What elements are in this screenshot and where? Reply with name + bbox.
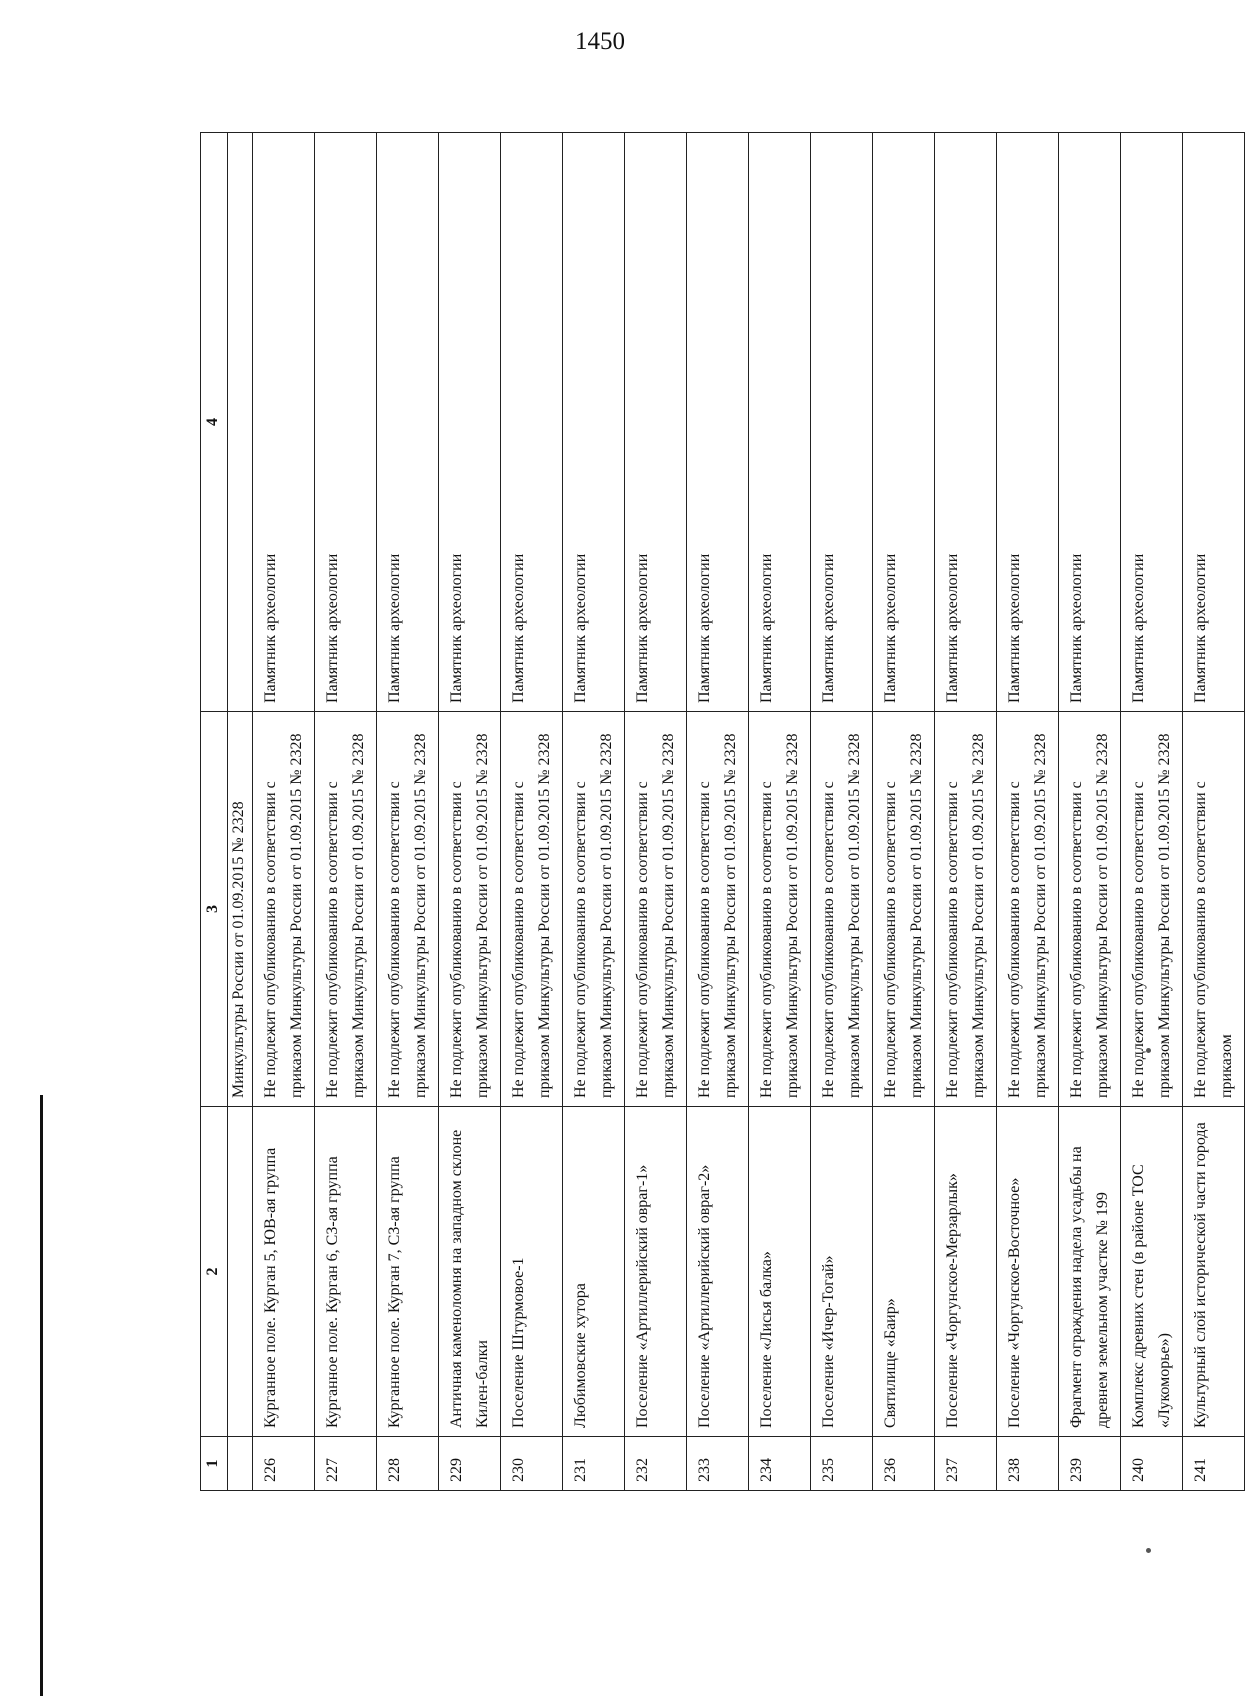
cell-monument-name: Святилище «Баир» xyxy=(873,1107,935,1437)
cell-monument-name: Любимовские хутора xyxy=(563,1107,625,1437)
cell-category: Памятник археологии xyxy=(563,133,625,712)
column-number-header-row xyxy=(201,133,228,1491)
cell-number: 237 xyxy=(935,1437,997,1491)
cell-number: 230 xyxy=(501,1437,563,1491)
cell-publication-note: Не подлежит опубликованию в соответствии с приказом Минкультуры России от 01.09.2015 № 2328 xyxy=(1059,712,1121,1107)
table-row xyxy=(253,133,315,1491)
cell-publication-note: Не подлежит опубликованию в соответствии с приказом Минкультуры России от 01.09.2015 № 2328 xyxy=(253,712,315,1107)
margin-rule xyxy=(40,1095,43,1696)
cell-monument-name: Поселение «Чоргунское-Восточное» xyxy=(997,1107,1059,1437)
cell-number: 233 xyxy=(687,1437,749,1491)
cell-publication-note: Не подлежит опубликованию в соответствии с приказом Минкультуры России от 01.09.2015 № 2328 xyxy=(997,712,1059,1107)
cell-publication-note: Не подлежит опубликованию в соответствии с приказом xyxy=(1183,712,1245,1107)
cell-publication-note: Не подлежит опубликованию в соответствии с приказом Минкультуры России от 01.09.2015 № 2328 xyxy=(873,712,935,1107)
cell-monument-name: Античная каменоломня на западном склоне Килен-балки xyxy=(439,1107,501,1437)
cell-monument-name: Поселение «Чоргунское-Мерзарлык» xyxy=(935,1107,997,1437)
table-row xyxy=(377,133,439,1491)
cell-category: Памятник археологии xyxy=(811,133,873,712)
cell-category: Памятник археологии xyxy=(1059,133,1121,712)
cell-number: 240 xyxy=(1121,1437,1183,1491)
cell-number: 235 xyxy=(811,1437,873,1491)
scan-speck xyxy=(1146,1548,1151,1553)
cell-category: Памятник археологии xyxy=(873,133,935,712)
cell-monument-name: Поселение «Ичер-Тогай» xyxy=(811,1107,873,1437)
cell-monument-name: Поселение Штурмовое-1 xyxy=(501,1107,563,1437)
table-row xyxy=(687,133,749,1491)
cell-publication-note: Не подлежит опубликованию в соответствии с приказом Минкультуры России от 01.09.2015 № 2328 xyxy=(501,712,563,1107)
cell-category: Памятник археологии xyxy=(625,133,687,712)
cell-category: Памятник археологии xyxy=(377,133,439,712)
cell-publication-note: Не подлежит опубликованию в соответствии с приказом Минкультуры России от 01.09.2015 № 2328 xyxy=(811,712,873,1107)
continuation-cell-name xyxy=(228,1107,253,1437)
cell-monument-name: Комплекс древних стен (в районе ТОС «Лукоморье») xyxy=(1121,1107,1183,1437)
table-row xyxy=(563,133,625,1491)
cell-number: 229 xyxy=(439,1437,501,1491)
cell-number: 238 xyxy=(997,1437,1059,1491)
cell-publication-note: Не подлежит опубликованию в соответствии с приказом Минкультуры России от 01.09.2015 № 2328 xyxy=(1121,712,1183,1107)
table-row xyxy=(625,133,687,1491)
table-row xyxy=(1059,133,1121,1491)
cell-monument-name: Курганное поле. Курган 7, СЗ-ая группа xyxy=(377,1107,439,1437)
cell-number: 241 xyxy=(1183,1437,1245,1491)
cell-category: Памятник археологии xyxy=(1121,133,1183,712)
table-row xyxy=(315,133,377,1491)
cell-category: Памятник археологии xyxy=(997,133,1059,712)
rotated-table-container xyxy=(200,133,1235,1491)
cell-monument-name: Поселение «Лисья балка» xyxy=(749,1107,811,1437)
header-cell-1: 1 xyxy=(201,1437,228,1491)
page-number: 1450 xyxy=(575,28,625,55)
table-row xyxy=(811,133,873,1491)
cell-number: 226 xyxy=(253,1437,315,1491)
monuments-table xyxy=(200,132,1245,1491)
continuation-row xyxy=(228,133,253,1491)
cell-publication-note: Не подлежит опубликованию в соответствии с приказом Минкультуры России от 01.09.2015 № 2328 xyxy=(625,712,687,1107)
cell-monument-name: Фрагмент ограждения надела усадьбы на древнем земельном участке № 199 xyxy=(1059,1107,1121,1437)
table-row xyxy=(873,133,935,1491)
cell-monument-name: Поселение «Артиллерийский овраг-2» xyxy=(687,1107,749,1437)
cell-publication-note: Не подлежит опубликованию в соответствии с приказом Минкультуры России от 01.09.2015 № 2328 xyxy=(935,712,997,1107)
cell-monument-name: Культурный слой исторической части города xyxy=(1183,1107,1245,1437)
cell-publication-note: Не подлежит опубликованию в соответствии с приказом Минкультуры России от 01.09.2015 № 2328 xyxy=(687,712,749,1107)
cell-category: Памятник археологии xyxy=(439,133,501,712)
cell-monument-name: Курганное поле. Курган 6, СЗ-ая группа xyxy=(315,1107,377,1437)
table-row xyxy=(1183,133,1245,1491)
cell-number: 231 xyxy=(563,1437,625,1491)
cell-number: 232 xyxy=(625,1437,687,1491)
header-cell-3: 3 xyxy=(201,712,228,1107)
cell-number: 227 xyxy=(315,1437,377,1491)
cell-publication-note: Не подлежит опубликованию в соответствии с приказом Минкультуры России от 01.09.2015 № 2328 xyxy=(749,712,811,1107)
cell-publication-note: Не подлежит опубликованию в соответствии с приказом Минкультуры России от 01.09.2015 № 2328 xyxy=(315,712,377,1107)
continuation-cell-publication: Минкультуры России от 01.09.2015 № 2328 xyxy=(228,712,253,1107)
cell-publication-note: Не подлежит опубликованию в соответствии с приказом Минкультуры России от 01.09.2015 № 2328 xyxy=(377,712,439,1107)
cell-category: Памятник археологии xyxy=(253,133,315,712)
cell-publication-note: Не подлежит опубликованию в соответствии с приказом Минкультуры России от 01.09.2015 № 2328 xyxy=(563,712,625,1107)
cell-number: 228 xyxy=(377,1437,439,1491)
continuation-cell-category xyxy=(228,133,253,712)
cell-number: 239 xyxy=(1059,1437,1121,1491)
table-row xyxy=(439,133,501,1491)
table-row xyxy=(1121,133,1183,1491)
header-cell-4: 4 xyxy=(201,133,228,712)
continuation-cell-num xyxy=(228,1437,253,1491)
table-row xyxy=(997,133,1059,1491)
table-row xyxy=(749,133,811,1491)
cell-number: 236 xyxy=(873,1437,935,1491)
cell-category: Памятник археологии xyxy=(501,133,563,712)
cell-publication-note: Не подлежит опубликованию в соответствии с приказом Минкультуры России от 01.09.2015 № 2328 xyxy=(439,712,501,1107)
cell-category: Памятник археологии xyxy=(749,133,811,712)
cell-monument-name: Курганное поле. Курган 5, ЮВ-ая группа xyxy=(253,1107,315,1437)
cell-category: Памятник археологии xyxy=(935,133,997,712)
cell-number: 234 xyxy=(749,1437,811,1491)
header-cell-2: 2 xyxy=(201,1107,228,1437)
table-row xyxy=(501,133,563,1491)
cell-category: Памятник археологии xyxy=(687,133,749,712)
cell-monument-name: Поселение «Артиллерийский овраг-1» xyxy=(625,1107,687,1437)
cell-category: Памятник археологии xyxy=(315,133,377,712)
cell-category: Памятник археологии xyxy=(1183,133,1245,712)
table-row xyxy=(935,133,997,1491)
